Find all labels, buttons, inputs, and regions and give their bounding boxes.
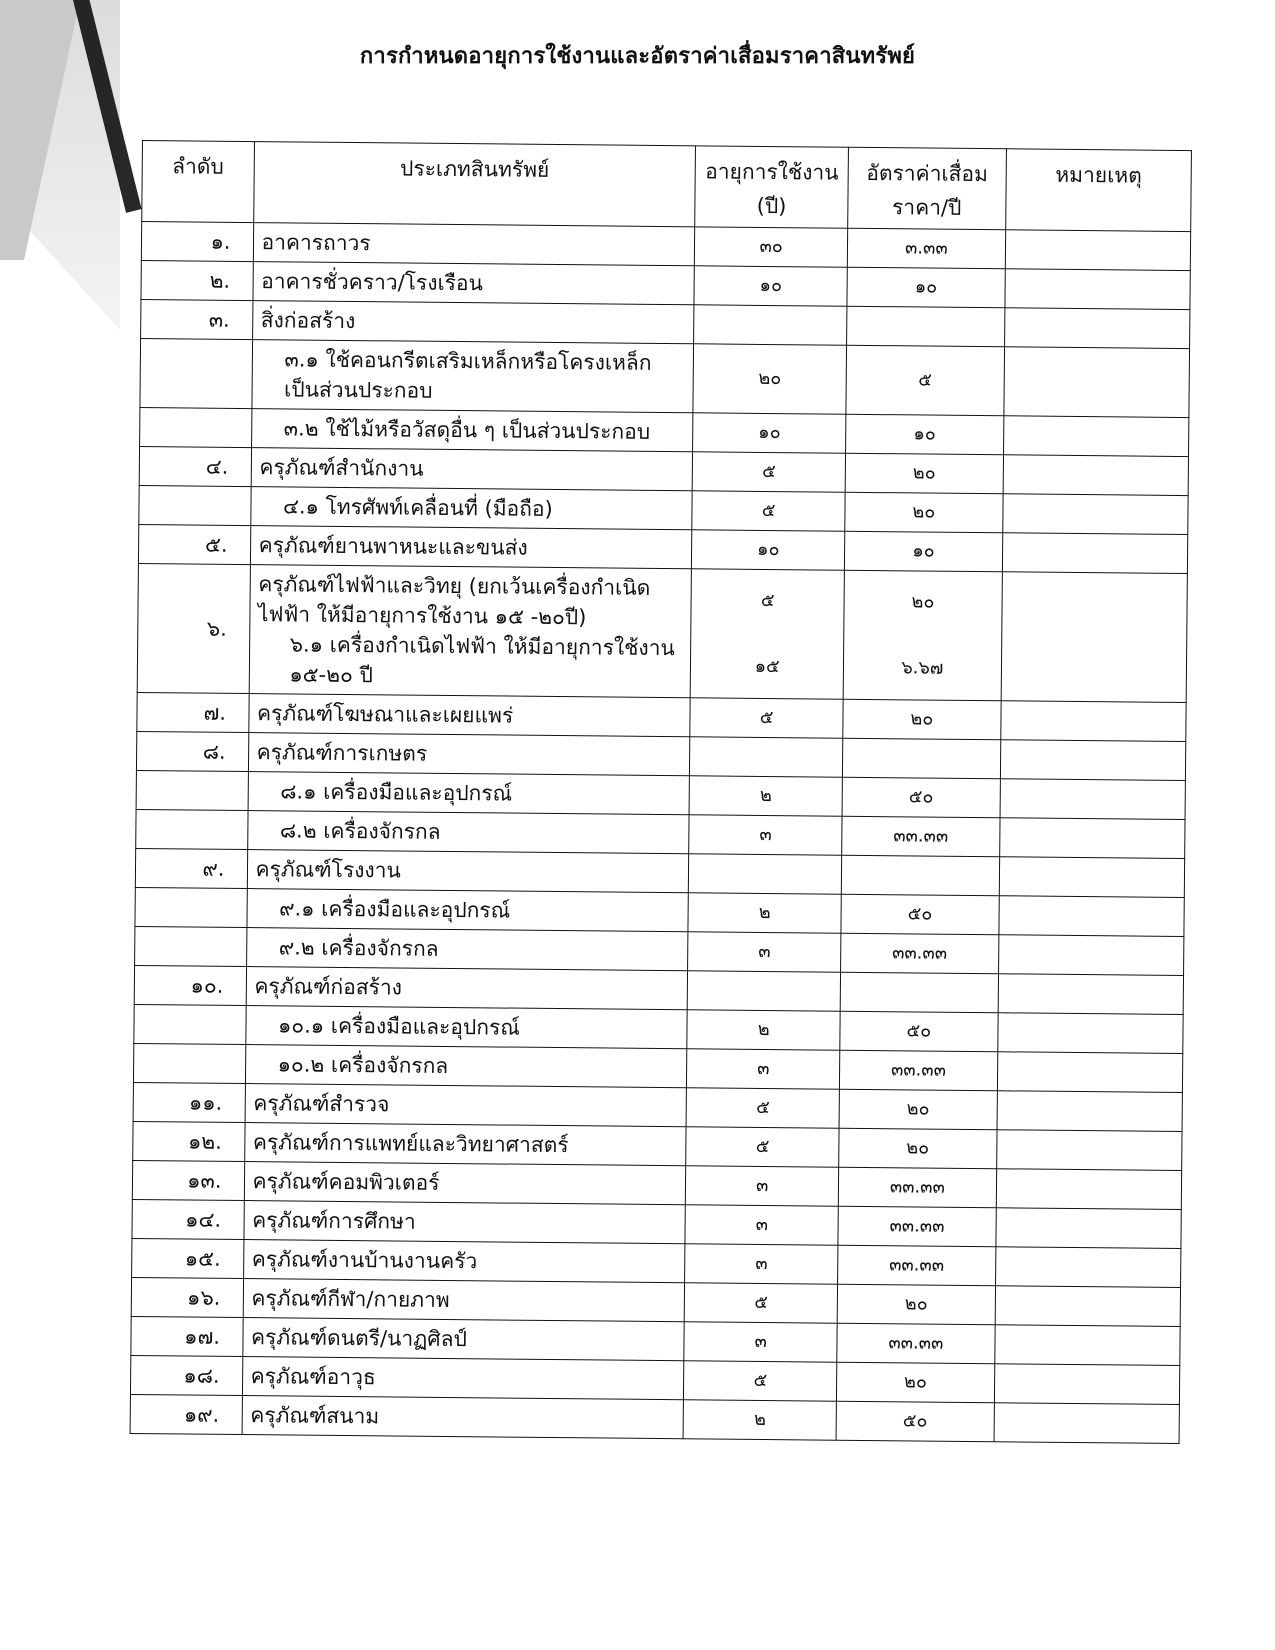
table-header-row (142, 141, 1192, 232)
row-depreciation-rate (847, 306, 1005, 347)
row-number (136, 809, 248, 849)
row-number (133, 1043, 245, 1083)
row-remark (1004, 347, 1190, 418)
row-useful-life (689, 776, 842, 816)
row-remark (1000, 779, 1186, 820)
row-useful-life-value: ๓ (759, 823, 772, 846)
row-depreciation-rate (836, 1401, 994, 1442)
row-asset-name-text: ครุภัณฑ์ก่อสร้าง (254, 974, 403, 1000)
row-remark (999, 896, 1185, 937)
row-depreciation-rate (839, 1089, 997, 1130)
row-asset-name-text: ครุภัณฑ์สำนักงาน (259, 455, 424, 481)
row-depreciation-rate-value: ๕๐ (902, 1410, 928, 1432)
row-depreciation-rate-value: ๕๐ (908, 786, 934, 808)
row-asset-name (245, 1006, 687, 1049)
row-useful-life (686, 1088, 839, 1128)
row-remark (997, 1091, 1183, 1132)
row-asset-name (246, 889, 688, 932)
row-number: ๘. (136, 731, 248, 771)
row-number (134, 1004, 246, 1044)
row-number (135, 887, 247, 927)
row-depreciation-rate (842, 738, 1000, 779)
row-asset-name-text: อาคารถาวร (261, 230, 371, 256)
row-asset-name-text: ครุภัณฑ์การแพทย์และวิทยาศาสตร์ (252, 1130, 569, 1158)
row-useful-life-value: ๓ (755, 1252, 768, 1275)
row-useful-life-value: ๕ (756, 1096, 770, 1119)
row-useful-life-value: ๓ (755, 1174, 769, 1197)
row-depreciation-rate (836, 1362, 994, 1403)
row-asset-name-text: ๔.๑ โทรศัพท์เคลื่อนที่ (มือถือ) (282, 494, 553, 521)
row-useful-life-value: ๕ (755, 1135, 770, 1158)
row-number: ๑๔. (132, 1199, 244, 1239)
row-number (135, 926, 247, 966)
row-asset-name (249, 565, 692, 698)
row-depreciation-rate (846, 345, 1004, 416)
row-depreciation-rate-value: ๓๓.๓๓ (893, 825, 949, 847)
row-asset-name (246, 967, 688, 1010)
row-depreciation-rate (838, 1206, 996, 1247)
row-useful-life (686, 1166, 839, 1206)
row-depreciation-rate-value: ๒๐ (910, 708, 934, 730)
row-useful-life-value (697, 873, 833, 874)
row-depreciation-rate (840, 972, 998, 1013)
row-useful-life-value: ๑๐ (759, 274, 783, 297)
row-asset-name-text: ๘.๑ เครื่องมือและอุปกรณ์ (280, 779, 513, 806)
row-useful-life (686, 1127, 839, 1167)
row-asset-name-text: อาคารชั่วคราว/โรงเรือน (261, 269, 484, 296)
row-depreciation-rate-value: ๓๓.๓๓ (892, 942, 948, 964)
row-number (136, 770, 248, 810)
row-useful-life (695, 227, 848, 267)
row-useful-life-value (699, 756, 835, 757)
row-asset-name-text: ๑๐.๑ เครื่องมือและอุปกรณ์ (277, 1013, 520, 1040)
row-useful-life-value: ๓๐ (759, 235, 783, 258)
row-useful-life-value: ๒ (758, 901, 771, 924)
row-remark (999, 857, 1185, 898)
row-asset-name-text: ครุภัณฑ์งานบ้านงานครัว (251, 1247, 478, 1274)
row-remark (998, 1013, 1184, 1054)
row-remark (1002, 533, 1188, 574)
row-depreciation-rate-value: ๓๓.๓๓ (889, 1215, 945, 1237)
row-asset-name (243, 1279, 685, 1322)
row-number: ๕. (138, 524, 250, 564)
row-asset-name (251, 409, 693, 452)
row-sub-asset-name: ๖.๑ เครื่องกำเนิดไฟฟ้า ให้มีอายุการใช้งาน ๑๕-๒๐ ปี (289, 632, 675, 688)
row-depreciation-rate-value: ๒๐ (912, 501, 936, 523)
row-asset-name (242, 1318, 684, 1361)
row-useful-life (693, 344, 846, 414)
row-asset-name-text: ๙.๒ เครื่องจักรกล (278, 935, 439, 961)
row-number: ๖. (137, 563, 250, 693)
row-remark (1004, 308, 1190, 349)
row-asset-name (252, 262, 694, 305)
row-asset-name-text: ครุภัณฑ์คอมพิวเตอร์ (252, 1169, 440, 1195)
row-asset-name-text: ครุภัณฑ์กีฬา/กายภาพ (251, 1286, 450, 1313)
row-asset-name-text: ครุภัณฑ์ดนตรี/นาฏศิลป์ (250, 1325, 467, 1352)
row-useful-life (687, 1010, 840, 1050)
row-asset-name-text: ครุภัณฑ์ยานพาหนะและขนส่ง (258, 533, 528, 560)
row-useful-life-value: ๓ (754, 1330, 767, 1353)
row-number: ๑๑. (133, 1082, 245, 1122)
row-depreciation-rate-value: ๒๐ (911, 591, 935, 613)
row-useful-life-value (703, 324, 839, 325)
row-useful-life (684, 1322, 837, 1362)
row-asset-name (248, 733, 690, 776)
row-asset-name (248, 772, 690, 815)
row-useful-life (690, 737, 843, 777)
row-depreciation-rate (839, 1050, 997, 1091)
row-depreciation-rate (838, 1167, 996, 1208)
table-row (140, 338, 1190, 417)
row-depreciation-rate (841, 894, 999, 935)
row-remark (996, 1208, 1182, 1249)
row-asset-name-text: ๘.๒ เครื่องจักรกล (279, 818, 441, 844)
row-number: ๑๒. (133, 1121, 245, 1161)
row-remark (1005, 230, 1191, 271)
row-useful-life-value: ๓ (757, 1057, 770, 1080)
row-asset-name-text: ครุภัณฑ์สนาม (250, 1403, 380, 1429)
row-remark (1001, 572, 1187, 703)
row-useful-life (693, 413, 846, 453)
row-remark (1000, 740, 1186, 781)
row-depreciation-rate (842, 816, 1000, 857)
row-depreciation-rate-value: ๒๐ (906, 1137, 930, 1159)
row-number: ๑๗. (131, 1316, 243, 1356)
row-asset-name-text: ครุภัณฑ์โรงงาน (255, 857, 401, 883)
row-depreciation-rate-value: ๑๐ (914, 276, 938, 298)
row-depreciation-rate-value: ๕๐ (906, 1020, 932, 1042)
row-remark (996, 1169, 1182, 1210)
row-remark (995, 1286, 1181, 1327)
row-depreciation-rate-value: ๓๓.๓๓ (889, 1254, 945, 1276)
row-asset-name (250, 526, 692, 569)
row-number: ๑๘. (130, 1355, 242, 1395)
row-remark (1003, 416, 1189, 457)
row-asset-name (247, 811, 689, 854)
row-useful-life (691, 569, 845, 699)
row-depreciation-rate-value: ๓.๓๓ (904, 237, 948, 259)
row-remark (1001, 701, 1187, 742)
row-asset-name (251, 340, 694, 413)
row-asset-name (251, 448, 693, 491)
row-useful-life-value: ๒ (757, 1018, 770, 1041)
row-useful-life (692, 491, 845, 531)
row-depreciation-rate-value: ๓๓.๓๓ (890, 1059, 947, 1081)
row-depreciation-rate-value (851, 758, 992, 759)
row-number: ๗. (137, 692, 249, 732)
row-asset-name (244, 1162, 686, 1205)
row-useful-life (692, 530, 845, 570)
row-depreciation-rate-value (855, 326, 996, 327)
row-remark (999, 818, 1185, 859)
row-useful-life (684, 1361, 837, 1401)
row-depreciation-rate (847, 228, 1005, 269)
row-number: ๓. (141, 299, 253, 339)
row-asset-name (244, 1123, 686, 1166)
row-depreciation-rate (837, 1323, 995, 1364)
row-number (140, 407, 252, 447)
row-depreciation-rate-value: ๒๐ (912, 462, 936, 484)
row-number: ๑. (141, 222, 253, 262)
row-depreciation-rate (839, 1128, 997, 1169)
row-asset-name (247, 850, 689, 893)
row-number (139, 485, 251, 525)
row-remark (998, 935, 1184, 976)
header-no: ลำดับ (142, 141, 254, 223)
row-asset-name-text: สิ่งก่อสร้าง (260, 308, 356, 334)
row-asset-name-text: ครุภัณฑ์อาวุธ (250, 1364, 376, 1390)
row-useful-life-value: ๒ (759, 784, 772, 807)
row-number: ๔. (139, 446, 251, 486)
row-useful-life-value: ๕ (762, 460, 776, 483)
row-useful-life (685, 1283, 838, 1323)
header-remark: หมายเหตุ (1005, 149, 1191, 232)
row-depreciation-rate-value: ๓๓.๓๓ (889, 1176, 945, 1198)
row-asset-name (242, 1396, 684, 1439)
row-depreciation-rate-value: ๒๐ (904, 1293, 928, 1315)
row-asset-name (242, 1357, 684, 1400)
row-remark (998, 974, 1184, 1015)
row-useful-life-value: ๕ (759, 706, 774, 729)
row-depreciation-rate (840, 1011, 998, 1052)
row-remark (1003, 494, 1189, 535)
row-number: ๑๖. (131, 1277, 243, 1317)
row-useful-life-value: ๑๐ (758, 421, 781, 444)
header-useful-life: อายุการใช้งาน (ปี) (695, 146, 848, 228)
row-number: ๑๓. (132, 1160, 244, 1200)
row-number: ๑๙. (130, 1394, 242, 1434)
row-useful-life (694, 305, 847, 345)
row-remark (994, 1364, 1180, 1405)
row-asset-name-text: ครุภัณฑ์การเกษตร (256, 740, 428, 766)
header-depreciation-rate: อัตราค่าเสื่อมราคา/ปี (848, 147, 1007, 230)
row-depreciation-rate (843, 570, 1002, 701)
asset-depreciation-table (130, 140, 1192, 1444)
row-depreciation-rate-value: ๑๐ (913, 423, 936, 445)
row-depreciation-rate (845, 453, 1003, 494)
row-depreciation-rate (841, 855, 999, 896)
row-depreciation-rate (838, 1245, 996, 1286)
table-row (137, 563, 1187, 702)
row-useful-life-value: ๓ (758, 940, 771, 963)
row-useful-life-value: ๕ (754, 1291, 768, 1314)
row-asset-name (246, 928, 688, 971)
row-useful-life (688, 893, 841, 933)
row-depreciation-rate-value: ๒๐ (906, 1098, 930, 1120)
row-useful-life (685, 1244, 838, 1284)
row-useful-life-value: ๕ (760, 589, 775, 612)
row-useful-life (693, 452, 846, 492)
row-depreciation-rate (843, 699, 1001, 740)
row-useful-life (689, 854, 842, 894)
row-remark (995, 1247, 1181, 1288)
row-depreciation-rate (842, 777, 1000, 818)
row-depreciation-rate-value: ๑๐ (912, 540, 935, 562)
row-depreciation-rate-value: ๕ (918, 369, 933, 391)
document-title: การกำหนดอายุการใช้งานและอัตราค่าเสื่อมราคาสินทรัพย์ (359, 44, 916, 69)
row-useful-life-value: ๕ (753, 1369, 768, 1392)
row-number: ๑๕. (132, 1238, 244, 1278)
row-remark (1005, 269, 1191, 310)
row-asset-name-text: ครุภัณฑ์สำรวจ (253, 1091, 390, 1117)
row-useful-life (694, 266, 847, 306)
row-asset-name (252, 301, 694, 344)
row-remark (995, 1325, 1181, 1366)
row-useful-life-value: ๑๐ (756, 538, 780, 561)
row-remark (997, 1052, 1183, 1093)
row-useful-life-value: ๒๐ (758, 367, 782, 390)
row-useful-life (683, 1400, 836, 1440)
row-asset-name-text: ครุภัณฑ์การศึกษา (252, 1208, 416, 1234)
row-number: ๒. (141, 260, 253, 300)
row-asset-name (243, 1240, 685, 1283)
row-depreciation-rate-value (849, 992, 990, 993)
row-depreciation-rate (845, 414, 1003, 455)
row-useful-life (690, 698, 843, 738)
table-body (130, 222, 1191, 1444)
header-asset-type: ประเภทสินทรัพย์ (253, 142, 696, 227)
row-remark (1003, 455, 1189, 496)
row-asset-name (243, 1201, 685, 1244)
row-useful-life (688, 971, 841, 1011)
row-asset-name-text: ครุภัณฑ์โฆษณาและเผยแพร่ (256, 701, 514, 728)
row-asset-name (245, 1045, 687, 1088)
row-number: ๑๐. (134, 965, 246, 1005)
row-useful-life-value: ๒ (753, 1408, 766, 1431)
row-depreciation-rate-value (850, 875, 991, 876)
row-asset-name-text: ๓.๑ ใช้คอนกรีตเสริมเหล็กหรือโครงเหล็กเป็นส่วนประกอบ (284, 347, 652, 403)
row-useful-life-value (696, 990, 832, 991)
row-remark (994, 1403, 1180, 1444)
row-sub-useful-life-value: ๑๕ (754, 655, 780, 678)
row-asset-name (250, 487, 692, 530)
row-depreciation-rate (844, 531, 1002, 572)
row-number (140, 338, 252, 408)
row-asset-name-text: ๑๐.๒ เครื่องจักรกล (277, 1052, 449, 1078)
row-asset-name (248, 694, 690, 737)
row-depreciation-rate-value: ๕๐ (907, 903, 933, 925)
row-depreciation-rate (845, 492, 1003, 533)
row-asset-name-text: ๓.๒ ใช้ไม้หรือวัสดุอื่น ๆ เป็นส่วนประกอบ (283, 416, 651, 444)
row-remark (996, 1130, 1182, 1171)
row-useful-life (687, 1049, 840, 1089)
row-depreciation-rate-value: ๒๐ (903, 1371, 928, 1393)
row-useful-life (689, 815, 842, 855)
row-asset-name (253, 223, 695, 266)
row-useful-life (688, 932, 841, 972)
row-depreciation-rate-value: ๓๓.๓๓ (888, 1332, 944, 1354)
row-useful-life-value: ๓ (755, 1213, 769, 1236)
row-depreciation-rate (847, 267, 1005, 308)
row-depreciation-rate (841, 933, 999, 974)
row-useful-life (685, 1205, 838, 1245)
row-asset-name (245, 1084, 687, 1127)
row-sub-depreciation-rate-value: ๖.๖๗ (901, 657, 944, 679)
row-number: ๙. (135, 848, 247, 888)
row-useful-life-value: ๕ (761, 499, 776, 522)
row-asset-name-text: ครุภัณฑ์ไฟฟ้าและวิทยุ (ยกเว้นเครื่องกำเนิดไฟฟ้า ให้มีอายุการใช้งาน ๑๕ -๒๐ปี) (257, 572, 651, 630)
row-asset-name-text: ๙.๑ เครื่องมือและอุปกรณ์ (279, 896, 511, 923)
row-depreciation-rate (837, 1284, 995, 1325)
